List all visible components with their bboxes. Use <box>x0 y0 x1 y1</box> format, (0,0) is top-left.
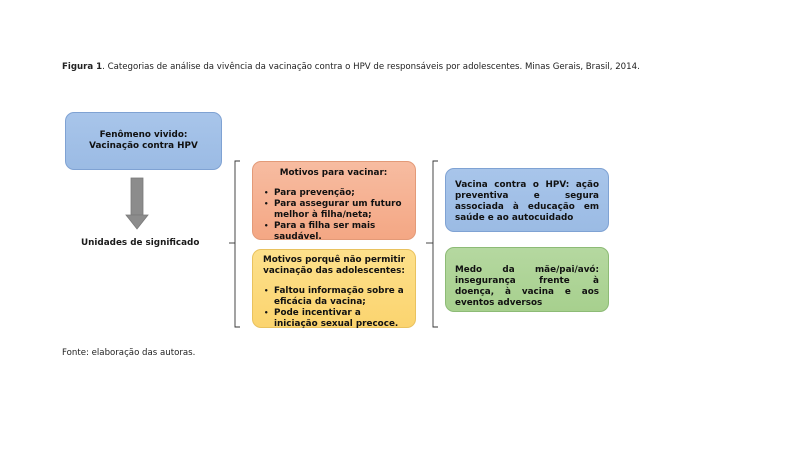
figure-label: Figura 1 <box>62 62 103 72</box>
fenomeno-vivido-box <box>65 112 222 170</box>
list-item: • Faltou informação sobre a eficácia da vacina; <box>262 286 406 308</box>
motivos-vacinar-list <box>262 188 405 243</box>
source-note: Fonte: elaboração das autoras. <box>62 348 196 358</box>
medo-box <box>445 247 609 312</box>
motivos-para-vacinar-box <box>252 161 416 240</box>
vacina-text: Vacina contra o HPV: ação preventiva e segura associada à educação em saúde e ao autocuidado <box>455 180 599 223</box>
figure-caption-text: . Categorias de análise da vivência da vacinação contra o HPV de responsáveis por adolescentes. Minas Gerais, Brasil, 2014. <box>102 62 640 72</box>
list-item: • Para assegurar um futuro melhor à filha/neta; <box>262 199 405 221</box>
left-bracket <box>229 161 240 327</box>
motivos-nao-permitir-box <box>252 249 416 328</box>
list-item: • Para a filha ser mais saudável. <box>262 221 405 243</box>
down-arrow-icon <box>126 178 148 229</box>
right-bracket <box>426 161 438 327</box>
medo-text: Medo da mãe/pai/avó: insegurança frente à doença, à vacina e aos eventos adversos <box>455 265 599 308</box>
motivos-nao-title: Motivos porquê não permitir vacinação das adolescentes: <box>262 255 405 276</box>
fenomeno-line-1: Fenômeno vivido: <box>99 130 188 140</box>
list-item: • Pode incentivar a iniciação sexual precoce. <box>262 308 406 330</box>
fenomeno-line-2: Vacinação contra HPV <box>89 141 198 151</box>
motivos-nao-list <box>262 286 406 330</box>
list-item: • Para prevenção; <box>262 188 405 199</box>
unidades-de-significado-label: Unidades de significado <box>81 238 200 248</box>
vacina-contra-hpv-box <box>445 168 609 232</box>
motivos-vacinar-title: Motivos para vacinar: <box>279 168 388 178</box>
